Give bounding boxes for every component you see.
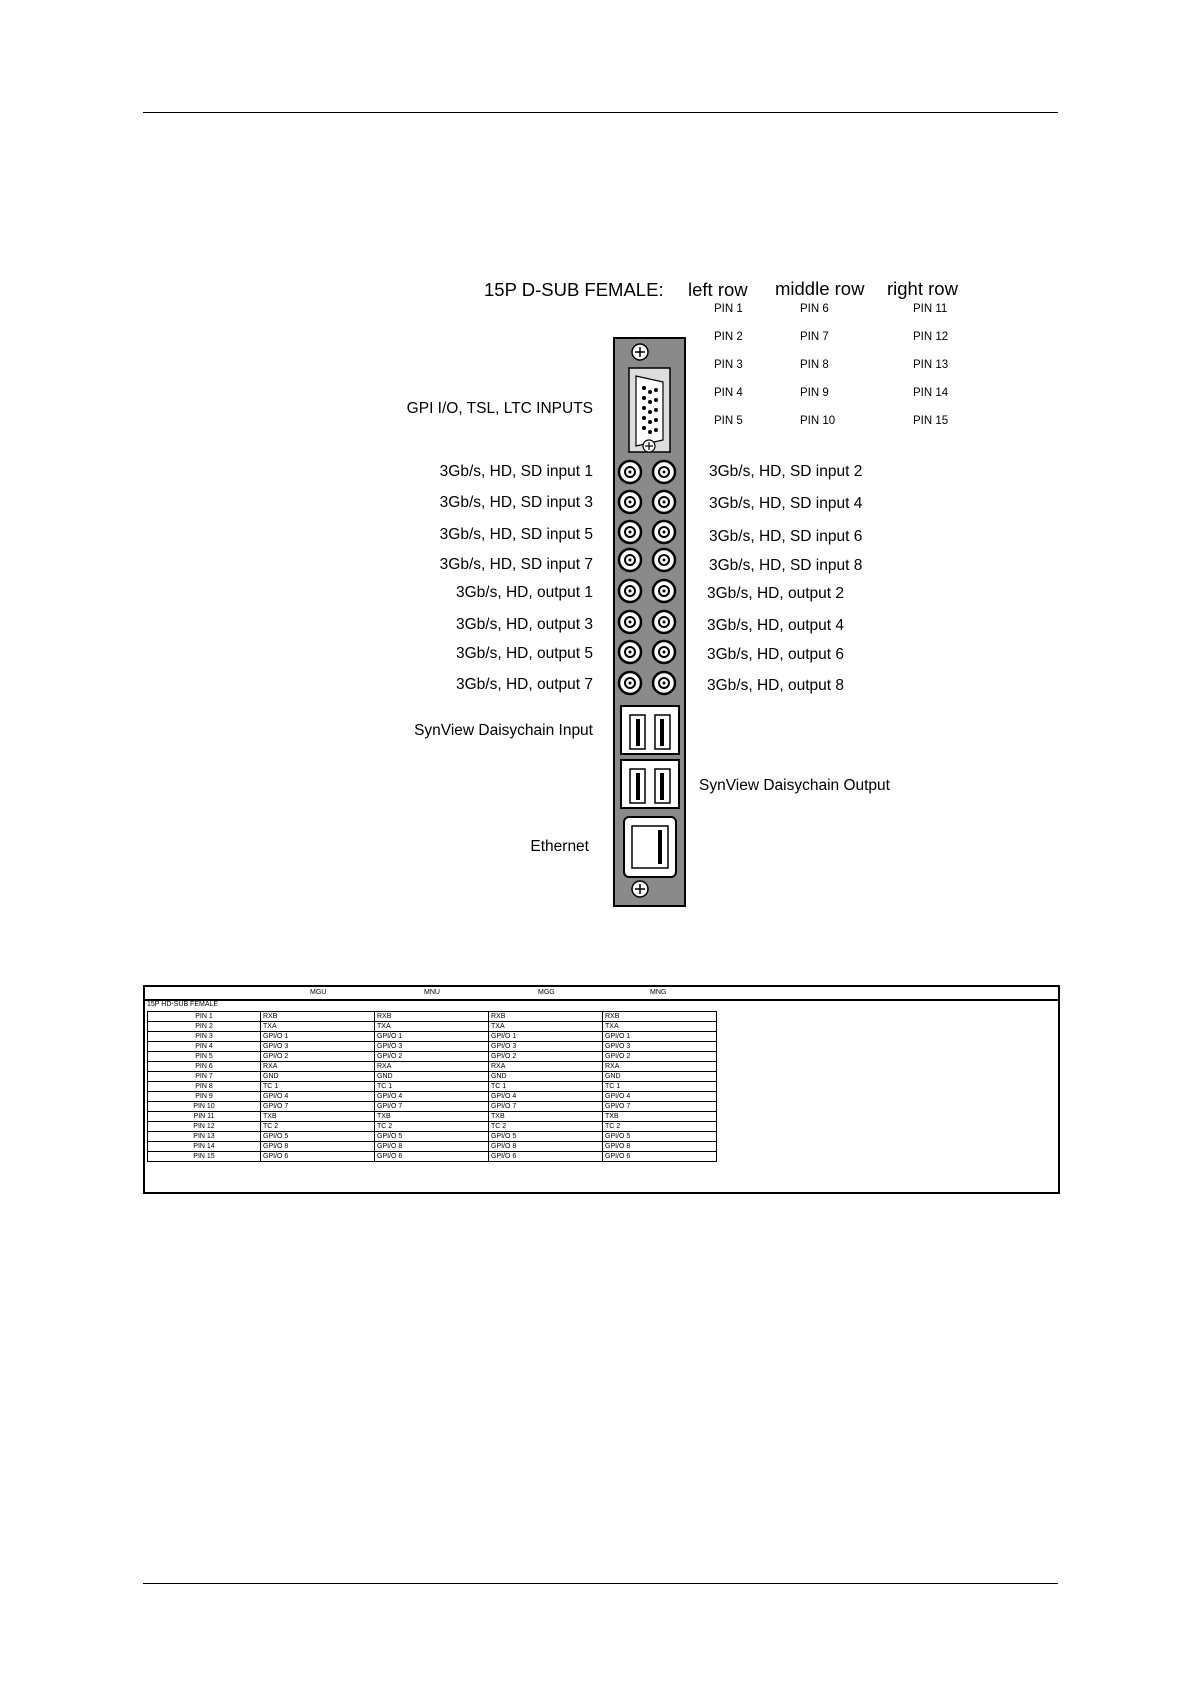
screw-icon (632, 881, 648, 897)
pin-cell: PIN 6 (148, 1062, 261, 1072)
signal-cell: GPI/O 8 (375, 1142, 489, 1152)
pin-label: PIN 5 (714, 415, 743, 427)
right-port-label: 3Gb/s, HD, output 6 (707, 646, 844, 663)
bnc-connector-icon (619, 521, 641, 543)
signal-cell: TXA (489, 1022, 603, 1032)
pin-cell: PIN 15 (148, 1152, 261, 1162)
signal-cell: GPI/O 5 (489, 1132, 603, 1142)
pin-table-grid (147, 1011, 717, 1162)
bnc-connector-icon (653, 521, 675, 543)
pin-cell: PIN 2 (148, 1022, 261, 1032)
pin-label: PIN 11 (913, 303, 948, 315)
right-port-label: 3Gb/s, HD, output 2 (707, 585, 844, 602)
signal-cell: RXA (489, 1062, 603, 1072)
signal-cell: GPI/O 8 (261, 1142, 375, 1152)
signal-cell: GPI/O 2 (489, 1052, 603, 1062)
left-port-label: 3Gb/s, HD, SD input 5 (439, 526, 593, 543)
table-row (148, 1082, 717, 1092)
pin-cell: PIN 7 (148, 1072, 261, 1082)
right-port-label: 3Gb/s, HD, SD input 6 (709, 528, 863, 545)
table-row (148, 1142, 717, 1152)
bnc-connector-icon (653, 672, 675, 694)
signal-cell: GPI/O 3 (375, 1042, 489, 1052)
signal-cell: TC 1 (603, 1082, 717, 1092)
table-row (148, 1042, 717, 1052)
pin-label: PIN 2 (714, 331, 743, 343)
signal-cell: GPI/O 2 (375, 1052, 489, 1062)
pin-cell: PIN 12 (148, 1122, 261, 1132)
signal-cell: TXB (489, 1112, 603, 1122)
column-header: MNG (650, 989, 667, 996)
ethernet-label: Ethernet (530, 838, 589, 855)
signal-cell: RXB (375, 1012, 489, 1022)
table-row (148, 1092, 717, 1102)
signal-cell: GPI/O 8 (489, 1142, 603, 1152)
column-header: MNU (424, 989, 440, 996)
table-row (148, 1052, 717, 1062)
signal-cell: RXB (261, 1012, 375, 1022)
header-right-row: right row (887, 278, 958, 299)
pin-cell: PIN 9 (148, 1092, 261, 1102)
signal-cell: TC 1 (261, 1082, 375, 1092)
rj45-port-icon (621, 760, 679, 808)
signal-cell: TXB (375, 1112, 489, 1122)
table-row (148, 1152, 717, 1162)
signal-cell: TC 1 (489, 1082, 603, 1092)
pin-cell: PIN 5 (148, 1052, 261, 1062)
table-row (148, 1102, 717, 1112)
signal-cell: GND (489, 1072, 603, 1082)
bnc-connector-icon (653, 491, 675, 513)
right-port-label: 3Gb/s, HD, SD input 2 (709, 463, 863, 480)
signal-cell: RXB (603, 1012, 717, 1022)
header-left-row: left row (688, 279, 748, 300)
signal-cell: GND (603, 1072, 717, 1082)
table-row (148, 1122, 717, 1132)
pin-cell: PIN 1 (148, 1012, 261, 1022)
signal-cell: GPI/O 5 (375, 1132, 489, 1142)
signal-cell: GPI/O 7 (375, 1102, 489, 1112)
left-port-label: 3Gb/s, HD, SD input 3 (439, 494, 593, 511)
db15-connector-icon (629, 368, 670, 452)
pin-cell: PIN 13 (148, 1132, 261, 1142)
signal-cell: TC 2 (489, 1122, 603, 1132)
bnc-connector-icon (619, 641, 641, 663)
signal-cell: RXA (375, 1062, 489, 1072)
pin-label: PIN 1 (714, 303, 743, 315)
table-subtitle: 15P HD-SUB FEMALE (147, 1001, 219, 1008)
signal-cell: GPI/O 6 (603, 1152, 717, 1162)
right-port-label: 3Gb/s, HD, output 4 (707, 617, 844, 634)
signal-cell: GPI/O 5 (603, 1132, 717, 1142)
bnc-connector-icon (653, 549, 675, 571)
pin-label: PIN 10 (800, 415, 836, 427)
ethernet-port-icon (624, 817, 676, 877)
pin-cell: PIN 4 (148, 1042, 261, 1052)
signal-cell: RXA (603, 1062, 717, 1072)
signal-cell: GPI/O 4 (375, 1092, 489, 1102)
left-port-label: 3Gb/s, HD, SD input 1 (439, 463, 593, 480)
pin-label: PIN 12 (913, 331, 949, 343)
pin-label: PIN 7 (800, 331, 829, 343)
signal-cell: TXA (375, 1022, 489, 1032)
signal-cell: GPI/O 2 (261, 1052, 375, 1062)
left-port-label: 3Gb/s, HD, output 1 (456, 584, 593, 601)
table-row (148, 1032, 717, 1042)
signal-cell: GPI/O 1 (261, 1032, 375, 1042)
right-port-label: 3Gb/s, HD, output 8 (707, 677, 844, 694)
left-port-label: 3Gb/s, HD, output 7 (456, 676, 593, 693)
pin-cell: PIN 11 (148, 1112, 261, 1122)
signal-cell: GPI/O 7 (603, 1102, 717, 1112)
pin-label: PIN 15 (913, 415, 949, 427)
table-row (148, 1012, 717, 1022)
pin-label: PIN 9 (800, 387, 829, 399)
bnc-connector-icon (619, 580, 641, 602)
signal-cell: GPI/O 8 (603, 1142, 717, 1152)
signal-cell: GPI/O 1 (375, 1032, 489, 1042)
signal-cell: TXA (603, 1022, 717, 1032)
signal-cell: TC 1 (375, 1082, 489, 1092)
bnc-connector-icon (653, 461, 675, 483)
bnc-connector-icon (653, 580, 675, 602)
pin-cell: PIN 8 (148, 1082, 261, 1092)
signal-cell: TXB (261, 1112, 375, 1122)
daisychain-input-label: SynView Daisychain Input (414, 722, 593, 739)
signal-cell: GPI/O 6 (375, 1152, 489, 1162)
signal-cell: RXA (261, 1062, 375, 1072)
pin-cell: PIN 3 (148, 1032, 261, 1042)
pin-label: PIN 3 (714, 359, 743, 371)
table-row (148, 1022, 717, 1032)
signal-cell: GND (375, 1072, 489, 1082)
header-middle-row: middle row (775, 278, 865, 299)
signal-cell: GPI/O 7 (261, 1102, 375, 1112)
pin-cell: PIN 14 (148, 1142, 261, 1152)
bnc-connector-icon (653, 611, 675, 633)
bnc-connector-icon (619, 491, 641, 513)
signal-cell: TXB (603, 1112, 717, 1122)
signal-cell: TXA (261, 1022, 375, 1032)
bnc-connector-icon (619, 672, 641, 694)
table-row (148, 1062, 717, 1072)
bnc-connector-icon (619, 461, 641, 483)
signal-cell: GPI/O 6 (489, 1152, 603, 1162)
left-port-label: 3Gb/s, HD, output 3 (456, 616, 593, 633)
signal-cell: TC 2 (603, 1122, 717, 1132)
bnc-connector-icon (653, 641, 675, 663)
signal-cell: GPI/O 3 (489, 1042, 603, 1052)
signal-cell: GPI/O 7 (489, 1102, 603, 1112)
signal-cell: GPI/O 3 (261, 1042, 375, 1052)
dsub-title: 15P D-SUB FEMALE: (484, 279, 664, 300)
table-header (145, 987, 1058, 1001)
signal-cell: GPI/O 4 (261, 1092, 375, 1102)
pin-label: PIN 13 (913, 359, 949, 371)
pin-label: PIN 14 (913, 387, 949, 399)
left-port-label: 3Gb/s, HD, output 5 (456, 645, 593, 662)
signal-cell: GPI/O 1 (489, 1032, 603, 1042)
signal-cell: GND (261, 1072, 375, 1082)
signal-cell: GPI/O 2 (603, 1052, 717, 1062)
pin-cell: PIN 10 (148, 1102, 261, 1112)
column-header: MGU (310, 989, 327, 996)
table-row (148, 1132, 717, 1142)
signal-cell: GPI/O 3 (603, 1042, 717, 1052)
pin-label: PIN 6 (800, 303, 829, 315)
signal-cell: GPI/O 6 (261, 1152, 375, 1162)
table-row (148, 1072, 717, 1082)
column-header: MGG (538, 989, 555, 996)
daisychain-output-label: SynView Daisychain Output (699, 777, 890, 794)
signal-cell: GPI/O 4 (489, 1092, 603, 1102)
signal-cell: TC 2 (261, 1122, 375, 1132)
signal-cell: GPI/O 5 (261, 1132, 375, 1142)
right-port-label: 3Gb/s, HD, SD input 8 (709, 557, 863, 574)
signal-cell: TC 2 (375, 1122, 489, 1132)
pin-label: PIN 4 (714, 387, 743, 399)
signal-cell: GPI/O 1 (603, 1032, 717, 1042)
table-row (148, 1112, 717, 1122)
rj45-port-icon (621, 706, 679, 754)
signal-cell: RXB (489, 1012, 603, 1022)
pin-label: PIN 8 (800, 359, 829, 371)
pin-mapping-table (143, 985, 1060, 1194)
signal-cell: GPI/O 4 (603, 1092, 717, 1102)
screw-icon (643, 440, 655, 452)
left-port-label: 3Gb/s, HD, SD input 7 (439, 556, 593, 573)
screw-icon (632, 344, 648, 360)
right-port-label: 3Gb/s, HD, SD input 4 (709, 495, 863, 512)
bnc-connector-icon (619, 549, 641, 571)
bnc-connector-icon (619, 611, 641, 633)
gpi-label: GPI I/O, TSL, LTC INPUTS (406, 400, 593, 417)
